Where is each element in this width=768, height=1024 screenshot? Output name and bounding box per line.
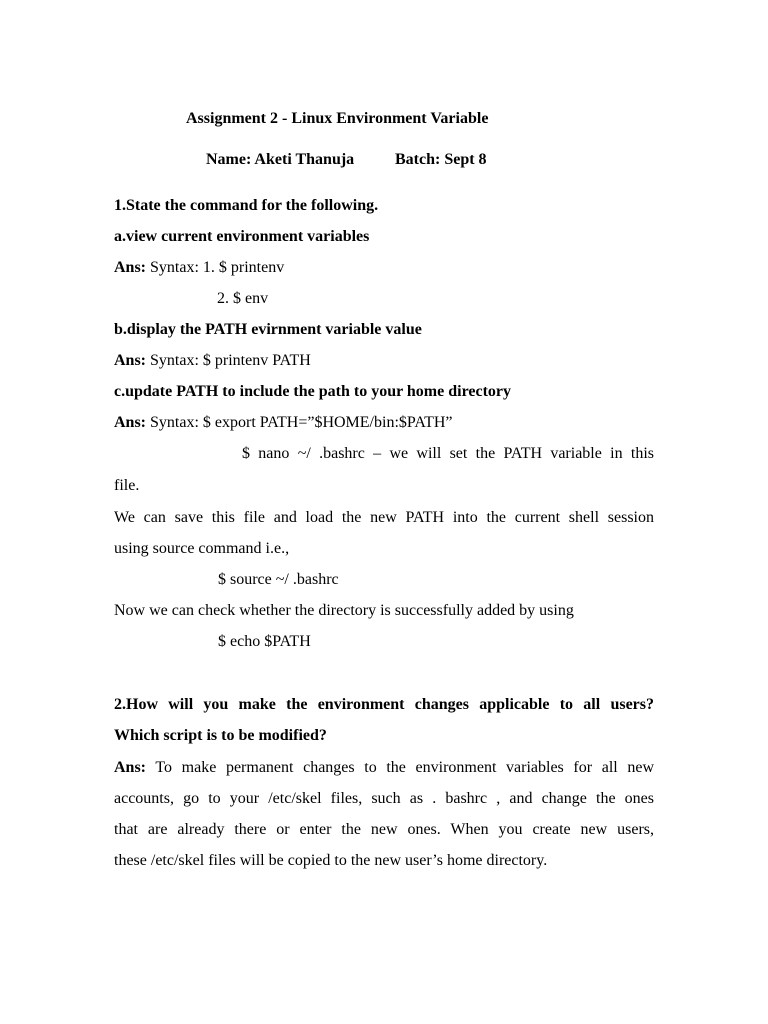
answer-1c-save-line-2: using source command i.e., xyxy=(114,540,290,557)
answer-2-line-3: that are already there or enter the new ones. When you create new users, xyxy=(114,821,654,838)
answer-label: Ans: xyxy=(114,759,147,776)
question-1c: c.update PATH to include the path to your home directory xyxy=(114,383,512,400)
student-name: Name: Aketi Thanuja xyxy=(206,151,355,168)
question-2-line-2: Which script is to be modified? xyxy=(114,727,327,744)
answer-label: Ans: xyxy=(114,259,147,276)
question-1-heading: 1.State the command for the following. xyxy=(114,197,379,214)
answer-2-line-1 xyxy=(114,758,654,778)
answer-1c-line-1 xyxy=(114,413,453,433)
answer-text: To make permanent changes to the environment variables for all new xyxy=(146,759,654,776)
answer-text: Syntax: $ printenv PATH xyxy=(146,352,311,369)
answer-1a-line-2: 2. $ env xyxy=(217,290,269,307)
document-title: Assignment 2 - Linux Environment Variable xyxy=(186,110,489,127)
answer-2-line-4: these /etc/skel files will be copied to the new user’s home directory. xyxy=(114,852,548,869)
answer-1a-line-1 xyxy=(114,258,284,278)
answer-1b-line-1 xyxy=(114,351,311,371)
batch-label: Batch: Sept 8 xyxy=(395,151,487,168)
answer-1c-file-line: file. xyxy=(114,477,140,494)
answer-2-line-2: accounts, go to your /etc/skel files, such as . bashrc , and change the ones xyxy=(114,790,654,807)
answer-1c-source-command: $ source ~/ .bashrc xyxy=(218,571,339,588)
answer-label: Ans: xyxy=(114,414,147,431)
answer-1c-save-line-1: We can save this file and load the new PATH into the current shell session xyxy=(114,509,654,526)
question-1b: b.display the PATH evirnment variable value xyxy=(114,321,422,338)
answer-1c-nano-line: $ nano ~/ .bashrc – we will set the PATH variable in this xyxy=(242,445,654,462)
answer-text: Syntax: 1. $ printenv xyxy=(146,259,285,276)
answer-label: Ans: xyxy=(114,352,147,369)
answer-text: Syntax: $ export PATH=”$HOME/bin:$PATH” xyxy=(146,414,453,431)
answer-1c-check-line: Now we can check whether the directory is successfully added by using xyxy=(114,602,574,619)
answer-1c-echo-command: $ echo $PATH xyxy=(218,633,311,650)
question-1a: a.view current environment variables xyxy=(114,228,370,245)
question-2-line-1: 2.How will you make the environment changes applicable to all users? xyxy=(114,696,654,713)
